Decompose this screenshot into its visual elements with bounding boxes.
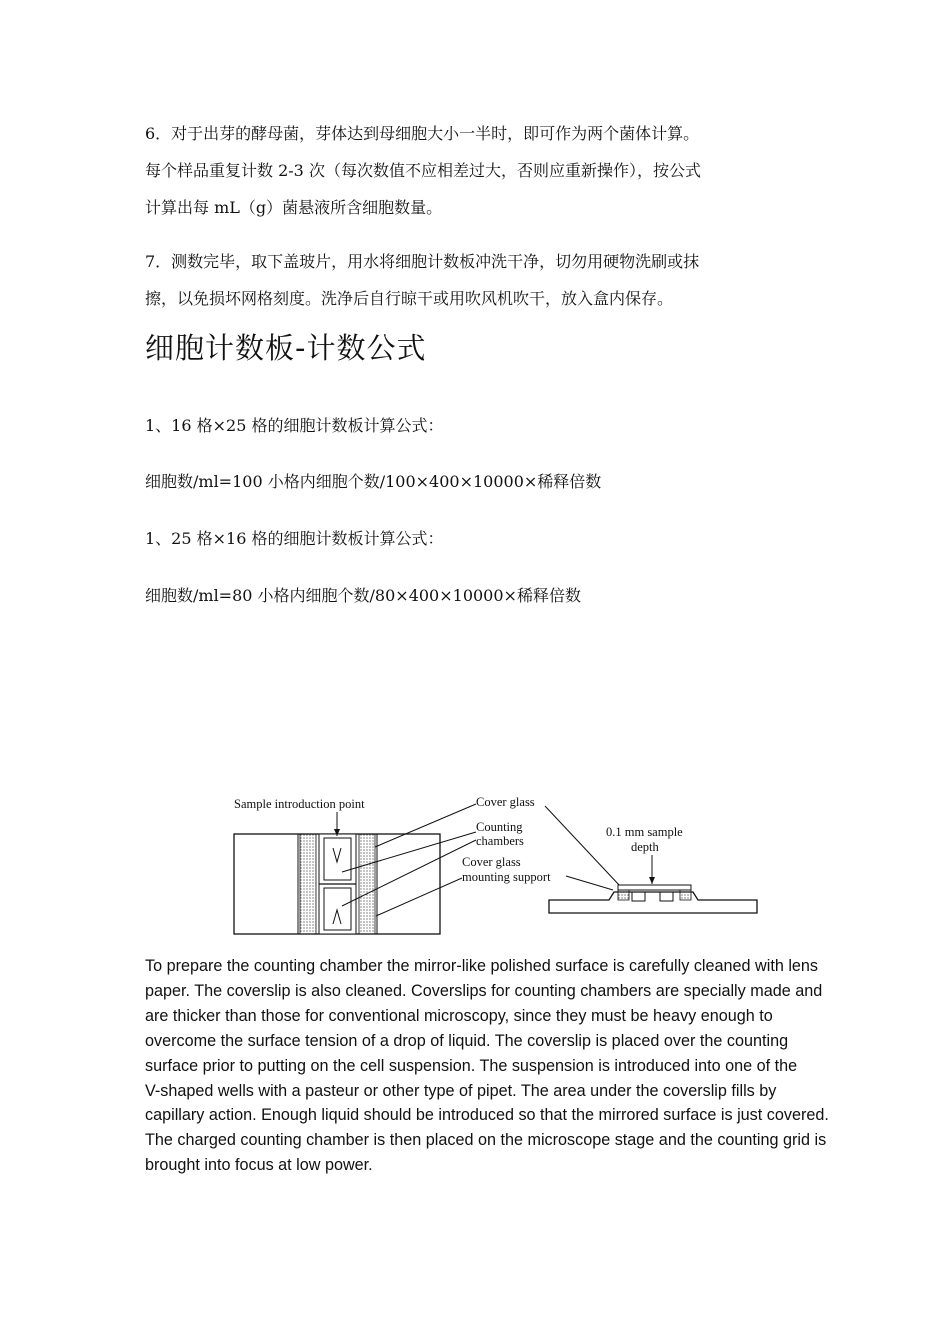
text-line: overcome the surface tension of a drop of liquid. The coverslip is placed over the counting	[145, 1031, 789, 1050]
text-line: paper. The coverslip is also cleaned. Coverslips for counting chambers are specially made and	[145, 981, 823, 1000]
label-sample-introduction-point: Sample introduction point	[234, 797, 365, 811]
section-heading: 细胞计数板-计数公式	[145, 331, 427, 365]
formula-2-title: 1、25 格×16 格的细胞计数板计算公式：	[145, 529, 444, 548]
label-sample-depth: 0.1 mm sample	[606, 825, 683, 839]
label-support-cover-glass: Cover glass	[462, 855, 521, 869]
text-line: surface prior to putting on the cell suspension. The suspension is introduced into one of the	[145, 1056, 798, 1075]
formula-1: 细胞数/ml=100 小格内细胞个数/100×400×10000×稀释倍数	[145, 472, 602, 491]
label-mounting-support: mounting support	[462, 870, 551, 884]
label-depth: depth	[631, 840, 659, 854]
text-line: capillary action. Enough liquid should be introduced so that the mirrored surface is just covered.	[145, 1106, 829, 1125]
text-line: To prepare the counting chamber the mirror-like polished surface is carefully cleaned with lens	[145, 957, 819, 975]
text-line: 计算出每 mL（g）菌悬液所含细胞数量。	[145, 198, 443, 217]
english-paragraph	[145, 954, 829, 1178]
label-cover-glass: Cover glass	[476, 795, 535, 809]
text-line: 6．对于出芽的酵母菌，芽体达到母细胞大小一半时，即可作为两个菌体计算。	[145, 124, 700, 143]
text-line: 每个样品重复计数 2-3 次（每次数值不应相差过大，否则应重新操作），按公式	[145, 161, 701, 180]
text-line: The charged counting chamber is then placed on the microscope stage and the counting grid is	[145, 1131, 827, 1150]
label-counting: Counting	[476, 820, 523, 834]
text-line: 擦，以免损坏网格刻度。洗净后自行晾干或用吹风机吹干，放入盒内保存。	[145, 289, 674, 308]
label-chambers: chambers	[476, 834, 524, 848]
formula-1-title: 1、16 格×25 格的细胞计数板计算公式：	[145, 416, 444, 435]
text-line: 7．测数完毕，取下盖玻片，用水将细胞计数板冲洗干净，切勿用硬物洗刷或抹	[145, 252, 700, 271]
text-line: V-shaped wells with a pasteur or other type of pipet. The area under the coverslip fills by	[145, 1081, 777, 1100]
side-view	[549, 855, 757, 913]
text-line: brought into focus at low power.	[145, 1156, 373, 1175]
text-line: are thicker than those for conventional microscopy, since they must be heavy enough to	[145, 1006, 773, 1025]
formula-2: 细胞数/ml=80 小格内细胞个数/80×400×10000×稀释倍数	[145, 586, 581, 605]
